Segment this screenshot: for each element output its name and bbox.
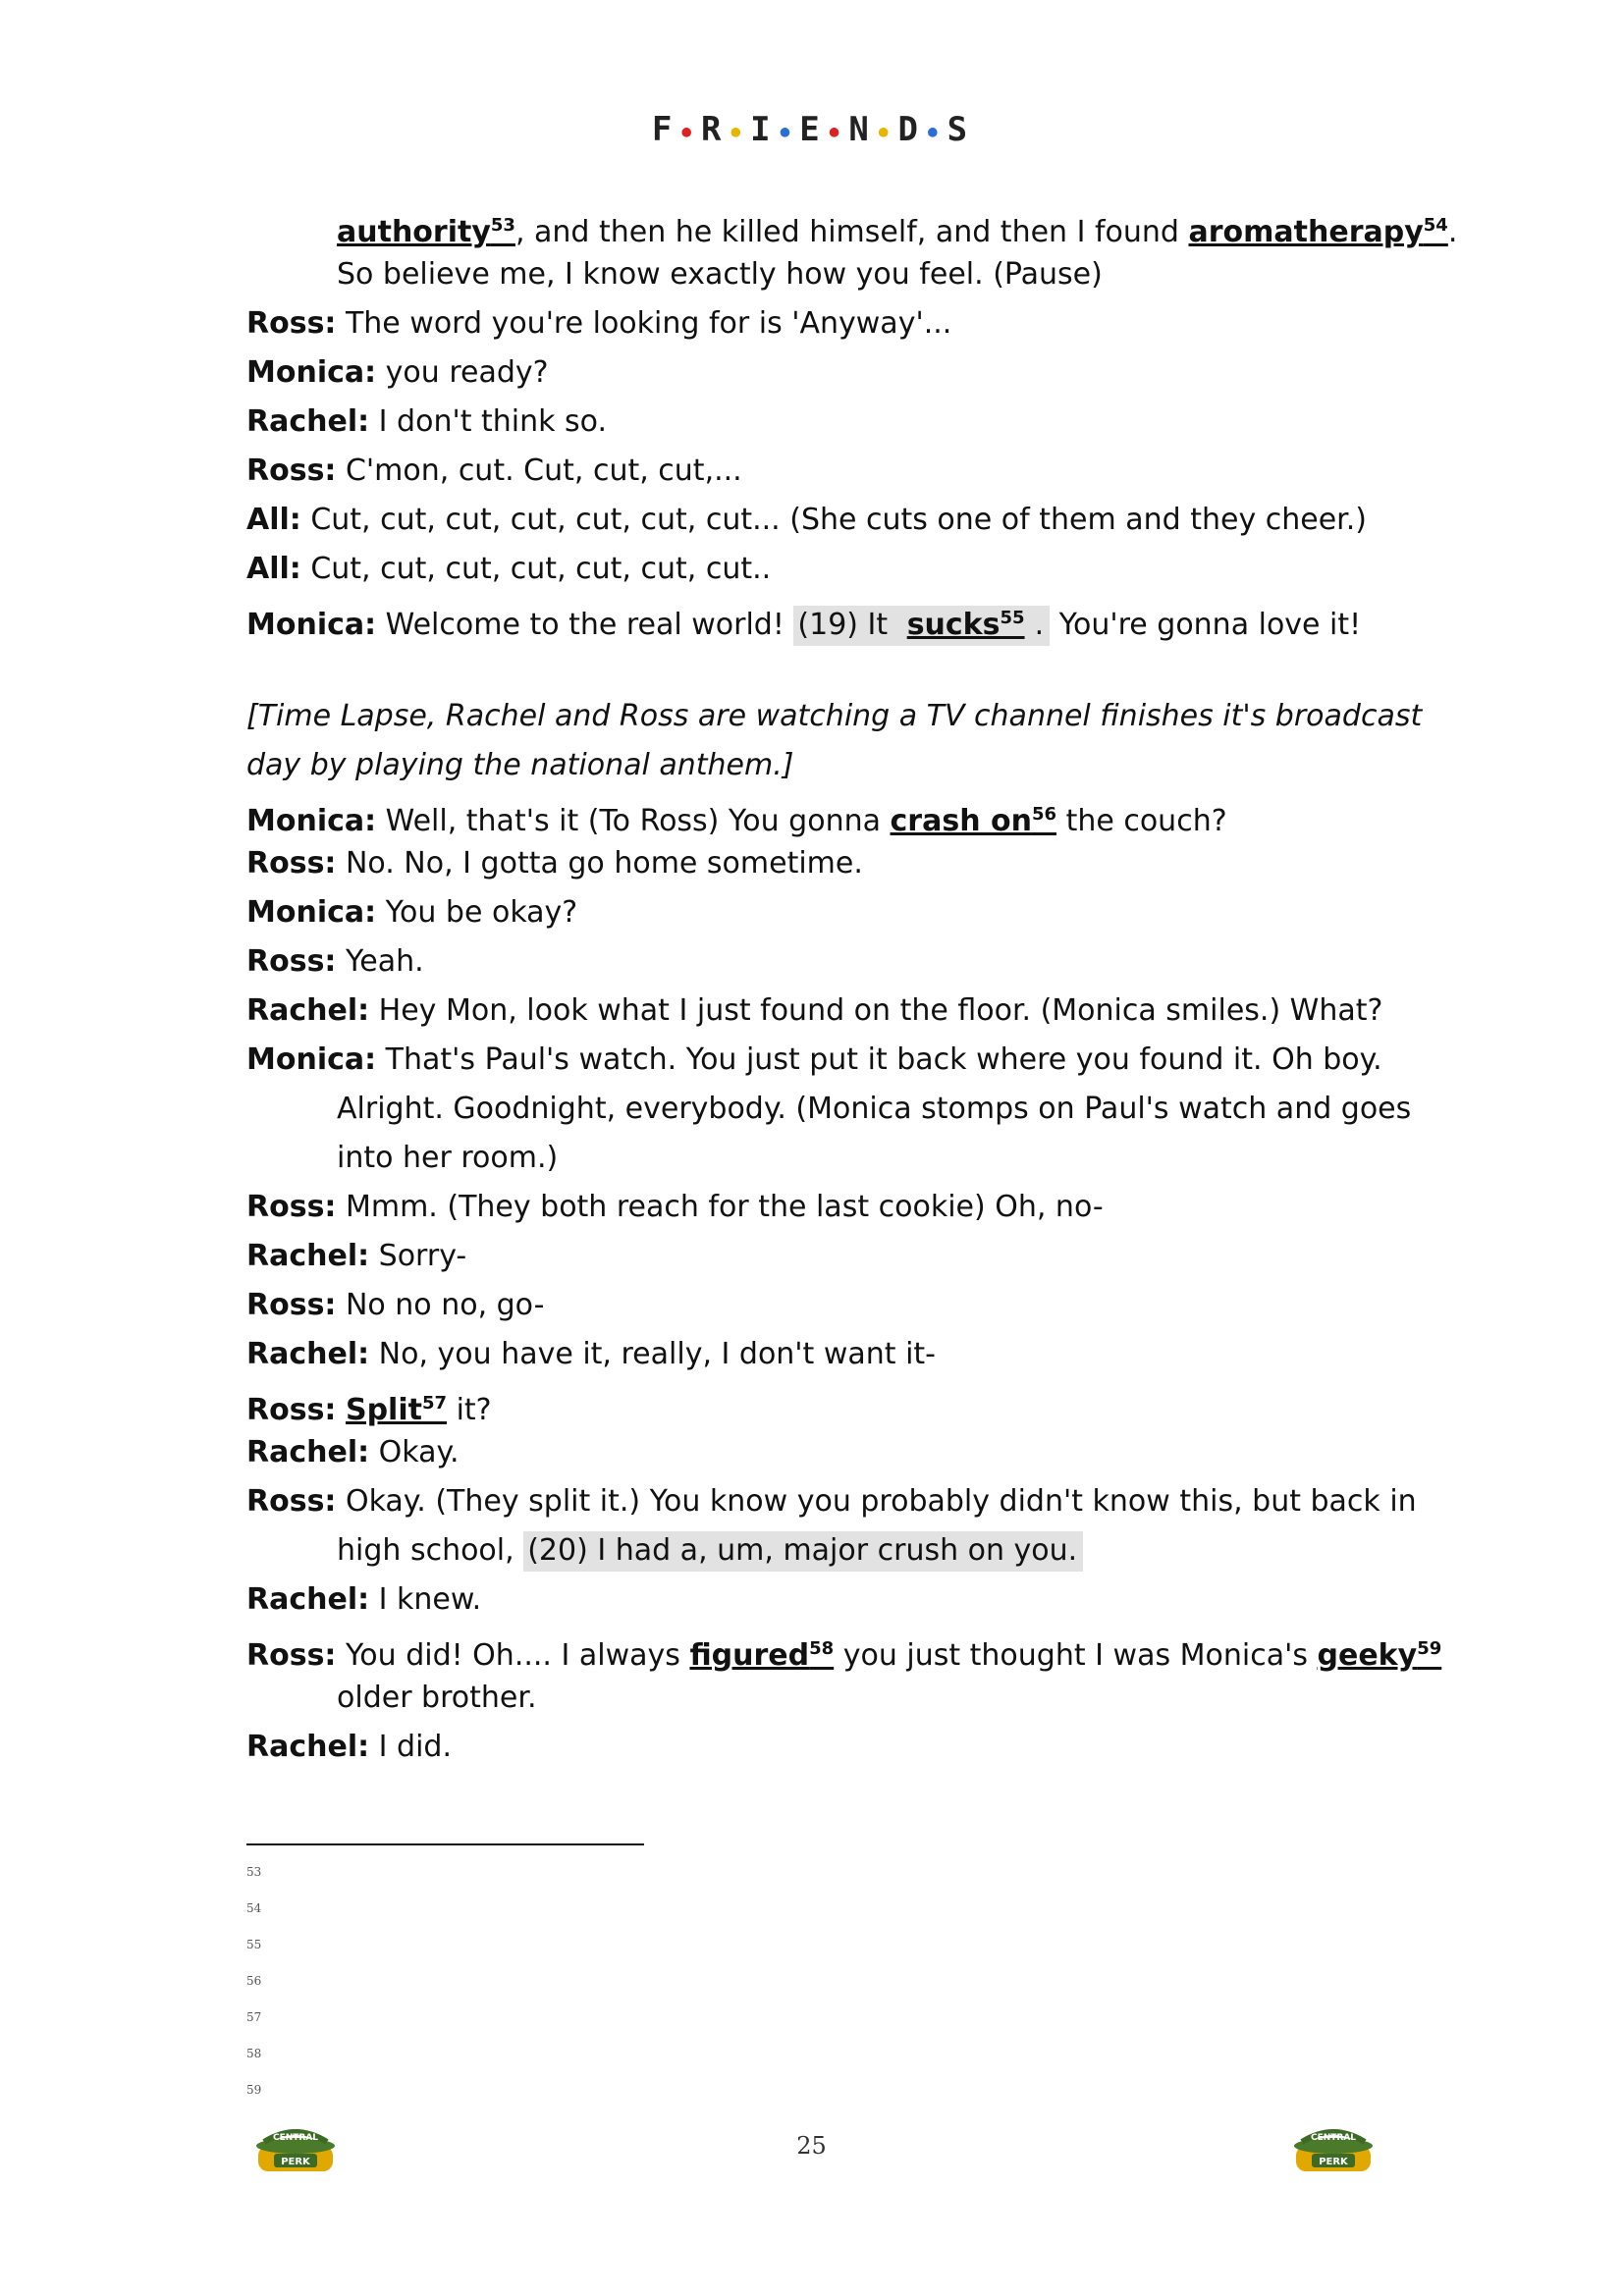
dialogue-text (336, 944, 423, 979)
segment-text: Rachel: (246, 1730, 370, 1764)
speaker-name (246, 1288, 336, 1322)
logo-dot-icon: ● (927, 122, 942, 140)
logo-dot-icon: ● (681, 122, 695, 140)
dialogue-text (376, 608, 793, 642)
segment-text: The word you're looking for is 'Anyway'... (336, 306, 952, 341)
segment-text: That's Paul's watch. You just put it back where you found it. Oh boy. (376, 1042, 1382, 1077)
segment-text: Rachel: (246, 1239, 370, 1273)
segment-text: All: (246, 552, 301, 586)
script-line (246, 1433, 460, 1472)
segment-text: Cut, cut, cut, cut, cut, cut, cut... (She cuts one of them and they cheer.) (300, 503, 1367, 537)
segment-text: Rachel: (246, 1435, 370, 1469)
highlighted-phrase (523, 1531, 1083, 1572)
central-perk-logo-right (1282, 2120, 1384, 2179)
central-perk-logo-left (244, 2120, 347, 2179)
segment-text: figured (689, 1638, 810, 1673)
segment-text: Alright. Goodnight, everybody. (Monica stomps on Paul's watch and goes (337, 1092, 1412, 1126)
segment-text: No, you have it, really, I don't want it- (369, 1337, 937, 1371)
logo-letter: N (848, 110, 873, 149)
segment-text: I don't think so. (369, 404, 608, 439)
speaker-name (246, 1730, 369, 1764)
logo-letter: I (750, 110, 775, 149)
segment-text: older brother. (337, 1681, 537, 1715)
vocab-term (689, 1638, 834, 1673)
script-line (246, 353, 549, 393)
logo-text-perk: PERK (1319, 2157, 1348, 2167)
dialogue-text (376, 895, 577, 930)
script-line (246, 1335, 936, 1374)
dialogue-text (369, 1239, 466, 1273)
segment-text: you ready? (376, 355, 549, 390)
segment-text: Hey Mon, look what I just found on the floor. (Monica smiles.) What? (369, 993, 1383, 1028)
segment-text: Mmm. (They both reach for the last cookie) Oh, no- (336, 1190, 1104, 1224)
segment-text: No. No, I gotta go home sometime. (336, 846, 863, 881)
speaker-name (246, 1190, 336, 1224)
speaker-name (246, 993, 369, 1028)
segment-text: Well, that's it (To Ross) You gonna (376, 804, 891, 838)
segment-text: Ross: (246, 944, 337, 979)
dialogue-text (1050, 608, 1361, 642)
dialogue-text (337, 1681, 536, 1715)
dialogue-text (336, 1638, 689, 1673)
dialogue-text (336, 846, 862, 881)
segment-text: Split (345, 1393, 422, 1427)
script-line (337, 1679, 536, 1718)
script-line (246, 452, 742, 491)
segment-text: You're gonna love it! (1050, 608, 1362, 642)
segment-text: into her room.) (337, 1141, 559, 1175)
footnote-number: 58 (246, 2047, 262, 2060)
dialogue-text (337, 257, 1103, 292)
dialogue-text (376, 355, 548, 390)
footnote-separator (246, 1843, 644, 1845)
dialogue-text (447, 1393, 492, 1427)
script-line (337, 1139, 558, 1178)
segment-text: Ross: (246, 1484, 337, 1519)
footnote-number: 59 (246, 2083, 262, 2097)
dialogue-text (376, 1042, 1382, 1077)
logo-dot-icon: ● (829, 122, 843, 140)
dialogue-text (337, 1092, 1411, 1126)
logo-text-central: CENTRAL (1310, 2133, 1357, 2143)
dialogue-text (336, 306, 951, 341)
vocab-term (337, 215, 515, 249)
segment-text: Cut, cut, cut, cut, cut, cut, cut.. (300, 552, 772, 586)
dialogue-text (369, 1337, 936, 1371)
vocab-term (903, 606, 1031, 646)
dialogue-text (376, 804, 890, 838)
segment-text: Okay. (They split it.) You know you probably didn't know this, but back in (336, 1484, 1417, 1519)
segment-text: Ross: (246, 846, 337, 881)
segment-text: . (1034, 608, 1045, 642)
segment-text: (20) I had a, um, major crush on you. (527, 1533, 1078, 1568)
segment-text: Monica: (246, 608, 377, 642)
stage-direction (246, 699, 1422, 733)
logo-text-central: CENTRAL (272, 2133, 319, 2143)
stage-direction (246, 748, 793, 782)
script-line (246, 942, 424, 982)
segment-text: , and then he killed himself, and then I found (514, 215, 1189, 249)
speaker-name (246, 895, 376, 930)
page-number: 25 (796, 2132, 827, 2160)
script-line (246, 1384, 492, 1430)
segment-text: authority (337, 215, 491, 249)
script-line (246, 795, 1227, 841)
segment-text: it? (447, 1393, 492, 1427)
segment-text: Monica: (246, 355, 377, 390)
vocab-term (1189, 215, 1448, 249)
script-line (246, 1728, 452, 1767)
dialogue-text (1056, 804, 1227, 838)
logo-letter: E (799, 110, 824, 149)
script-line (246, 1188, 1104, 1227)
speaker-name (246, 355, 376, 390)
speaker-name (246, 1484, 336, 1519)
script-line (246, 1286, 544, 1325)
script-line (246, 402, 607, 442)
speaker-name (246, 608, 376, 642)
segment-text: Rachel: (246, 993, 370, 1028)
script-line (246, 1482, 1417, 1522)
dialogue-text (336, 454, 741, 488)
dialogue-text (369, 404, 607, 439)
dialogue-text (834, 1638, 1317, 1673)
segment-text (336, 1393, 346, 1427)
segment-text: All: (246, 503, 301, 537)
segment-text: (19) It (797, 608, 897, 642)
dialogue-text (301, 503, 1367, 537)
footnote-number: 56 (246, 1974, 262, 1988)
segment-text: You be okay? (376, 895, 578, 930)
segment-text: [Time Lapse, Rachel and Ross are watching a TV channel finishes it's broadcast (246, 699, 1423, 733)
footnote-ref[interactable]: 54 (1423, 215, 1448, 236)
speaker-name (246, 1042, 376, 1077)
script-line (246, 893, 577, 933)
script-line (337, 255, 1103, 294)
segment-text: crash on (890, 804, 1032, 838)
speaker-name (246, 306, 336, 341)
dialogue-text (337, 1141, 558, 1175)
speaker-name (246, 1337, 369, 1371)
dialogue-text (336, 1393, 346, 1427)
speaker-name (246, 846, 336, 881)
script-line (337, 206, 1457, 252)
segment-text: Sorry- (369, 1239, 467, 1273)
script-line (246, 1580, 481, 1620)
segment-text: day by playing the national anthem.] (246, 748, 794, 782)
speaker-name (246, 404, 369, 439)
script-line (246, 991, 1382, 1031)
footnote-number: 55 (246, 1938, 262, 1951)
speaker-name (246, 1239, 369, 1273)
dialogue-text (369, 1582, 481, 1617)
script-line (246, 1237, 466, 1276)
speaker-name (246, 503, 301, 537)
segment-text: sucks (906, 608, 1001, 642)
footnote-number: 54 (246, 1901, 262, 1915)
friends-logo (0, 110, 1623, 149)
script-line (246, 746, 793, 785)
script-line (246, 1629, 1441, 1676)
dialogue-text (369, 1730, 452, 1764)
logo-text-perk: PERK (281, 2157, 310, 2167)
segment-text: Monica: (246, 804, 377, 838)
dialogue-text (369, 993, 1382, 1028)
segment-text: Monica: (246, 895, 377, 930)
script-line (246, 501, 1367, 540)
speaker-name (246, 804, 376, 838)
logo-letter: S (947, 110, 972, 149)
logo-letter: D (897, 110, 922, 149)
logo-dot-icon: ● (878, 122, 893, 140)
segment-text: the couch? (1056, 804, 1227, 838)
segment-text: Ross: (246, 306, 337, 341)
highlighted-phrase (1031, 606, 1051, 646)
segment-text: Monica: (246, 1042, 377, 1077)
segment-text: Ross: (246, 454, 337, 488)
speaker-name (246, 552, 301, 586)
footnote-ref[interactable]: 58 (809, 1638, 835, 1659)
segment-text: Rachel: (246, 1582, 370, 1617)
dialogue-text (369, 1435, 459, 1469)
script-line (246, 304, 951, 344)
logo-dot-icon: ● (730, 122, 745, 140)
dialogue-text (337, 1533, 523, 1568)
vocab-term (346, 1393, 447, 1427)
script-line (246, 550, 771, 589)
dialogue-text (336, 1288, 544, 1322)
script-line (337, 1531, 1083, 1571)
segment-text: Ross: (246, 1190, 337, 1224)
segment-text: Welcome to the real world! (376, 608, 794, 642)
speaker-name (246, 1638, 336, 1673)
segment-text: geeky (1317, 1638, 1418, 1673)
footnote-number: 57 (246, 2010, 262, 2024)
speaker-name (246, 1435, 369, 1469)
footnote-ref[interactable]: 55 (1000, 608, 1025, 628)
script-line (246, 697, 1422, 736)
segment-text: Ross: (246, 1393, 337, 1427)
segment-text: So believe me, I know exactly how you feel. (Pause) (337, 257, 1103, 292)
segment-text: Yeah. (336, 944, 424, 979)
dialogue-text (1448, 215, 1458, 249)
segment-text: You did! Oh.... I always (336, 1638, 690, 1673)
segment-text: Ross: (246, 1638, 337, 1673)
footnote-ref[interactable]: 59 (1417, 1638, 1442, 1659)
logo-letter: F (651, 110, 676, 149)
segment-text: I knew. (369, 1582, 482, 1617)
script-line (246, 844, 863, 883)
speaker-name (246, 454, 336, 488)
segment-text: Ross: (246, 1288, 337, 1322)
footnote-ref[interactable]: 56 (1031, 804, 1057, 825)
segment-text: C'mon, cut. Cut, cut, cut,... (336, 454, 742, 488)
dialogue-text (301, 552, 771, 586)
footnote-number: 53 (246, 1865, 262, 1879)
dialogue-text (336, 1484, 1416, 1519)
segment-text: I did. (369, 1730, 453, 1764)
logo-letter: R (701, 110, 726, 149)
segment-text: No no no, go- (336, 1288, 545, 1322)
logo-dot-icon: ● (780, 122, 794, 140)
segment-text: aromatherapy (1188, 215, 1424, 249)
segment-text: Rachel: (246, 404, 370, 439)
speaker-name (246, 944, 336, 979)
footnote-ref[interactable]: 57 (421, 1393, 448, 1414)
segment-text: Rachel: (246, 1337, 370, 1371)
segment-text: . (1447, 215, 1458, 249)
vocab-term (891, 804, 1057, 838)
segment-text: high school, (337, 1533, 524, 1568)
script-line (246, 1041, 1382, 1080)
dialogue-text (336, 1190, 1103, 1224)
segment-text: Okay. (369, 1435, 460, 1469)
speaker-name (246, 1393, 336, 1427)
vocab-term (1318, 1638, 1442, 1673)
segment-text: you just thought I was Monica's (834, 1638, 1318, 1673)
highlighted-phrase (793, 606, 902, 646)
script-line (337, 1090, 1411, 1129)
footnote-ref[interactable]: 53 (490, 215, 515, 236)
script-line (246, 599, 1361, 645)
dialogue-text (515, 215, 1189, 249)
speaker-name (246, 1582, 369, 1617)
